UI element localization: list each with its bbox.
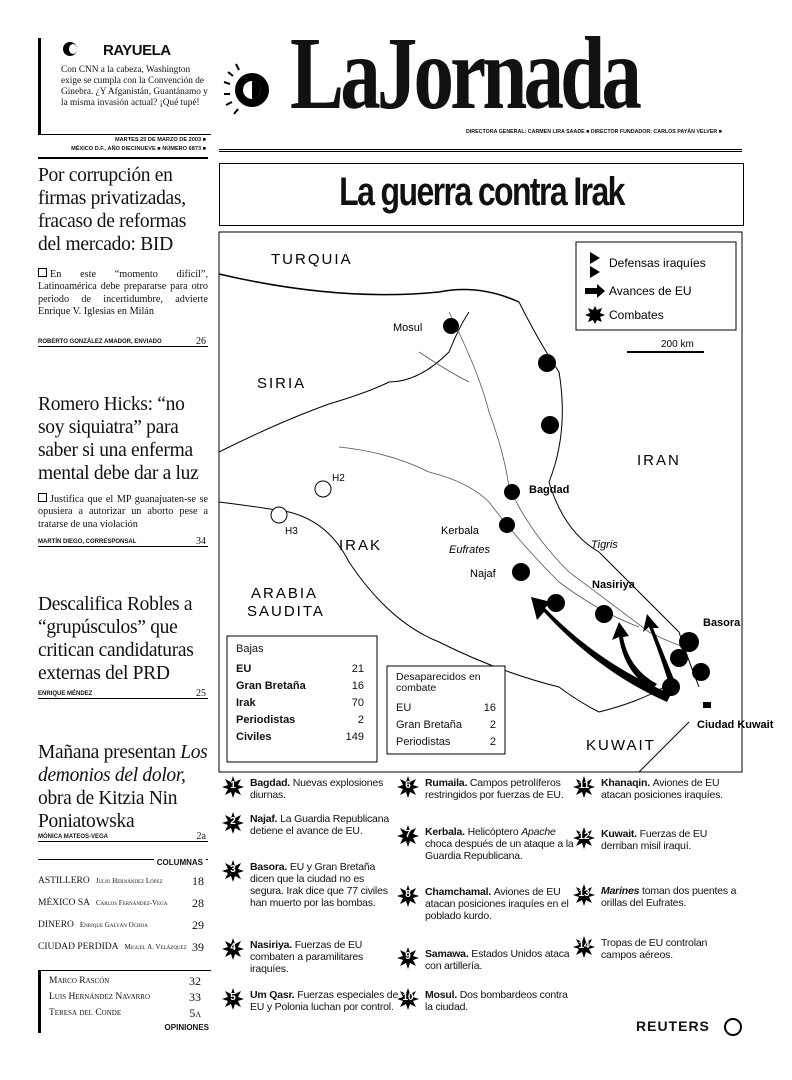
bullet-box <box>38 493 47 502</box>
bajas-title: Bajas <box>236 643 264 655</box>
event-item: Rumaila. Campos petrolíferos restringidos por fuerzas de EU. <box>425 777 564 801</box>
country-saudi-2: SAUDITA <box>247 603 325 620</box>
edition-line: MÉXICO D.F., AÑO DIECINUEVE ■ NÚMERO 6873 ■ <box>71 146 206 152</box>
event-marker-icon <box>397 885 419 907</box>
story-1-headline[interactable]: Por corrupción en firmas privatizadas, fracaso de reformas del mercado: BID <box>38 165 187 255</box>
place-mosul: Mosul <box>393 322 423 334</box>
legend-advances: Avances de EU <box>609 284 692 298</box>
place-najaf: Najaf <box>470 568 496 580</box>
event-number: 9 <box>405 951 411 962</box>
event-marker-icon <box>397 825 419 847</box>
legend-defenses: Defensas iraquíes <box>609 256 706 270</box>
event-item: Bagdad. Nuevas explosiones diurnas. <box>250 777 384 801</box>
event-marker-icon <box>222 938 244 960</box>
table-row: Periodistas 2 <box>236 714 364 726</box>
event-marker-icon <box>573 827 595 849</box>
masthead-logo[interactable]: LaJornada <box>290 16 639 131</box>
desaparecidos-table <box>396 672 496 751</box>
event-number: 5 <box>230 992 236 1003</box>
event-marker-icon <box>222 812 244 834</box>
country-syria: SIRIA <box>257 375 307 392</box>
event-item: Nasiriya. Fuerzas de EU combaten a paramilitares iraquíes. <box>250 939 364 975</box>
event-marker-icon <box>222 860 244 882</box>
table-row: Gran Bretaña 16 <box>236 680 364 692</box>
table-row: EU 21 <box>236 663 364 675</box>
event-number: 8 <box>405 889 411 900</box>
event-item: Najaf. La Guardia Republicana detiene el avance de EU. <box>250 813 389 837</box>
place-h2: H2 <box>332 473 345 484</box>
source-reuters: REUTERS <box>636 1018 710 1034</box>
country-saudi-1: ARABIA <box>251 585 319 602</box>
page-ref[interactable]: 34 <box>196 536 206 547</box>
event-item: Chamchamal. Aviones de EU atacan posiciones iraquíes en el poblado kurdo. <box>425 886 569 922</box>
event-item: Um Qasr. Fuerzas especiales de EU y Polonia luchan por control. <box>250 989 399 1013</box>
table-row: Irak 70 <box>236 697 364 709</box>
country-turkey: TURQUIA <box>271 251 353 268</box>
scale-label: 200 km <box>661 339 694 350</box>
story-3-headline[interactable]: Descalifica Robles a “grupúsculos” que critican candidaturas externas del PRD <box>38 594 194 684</box>
rayuela-box <box>38 38 211 135</box>
column-item[interactable]: ASTILLERO Julio Hernández López 18 <box>38 874 204 888</box>
moon-icon <box>63 42 77 56</box>
event-number: 13 <box>578 888 590 899</box>
story-2-headline[interactable]: Romero Hicks: “no soy siquiatra” para saber si una enferma mental debe dar a luz <box>38 394 199 484</box>
masthead-directors: DIRECTORA GENERAL: CARMEN LIRA SAADE ■ DIRECTOR FUNDADOR: CARLOS PAYÁN VELVER ■ <box>466 129 722 135</box>
event-item: Tropas de EU controlan campos aéreos. <box>601 937 708 961</box>
event-item: Samawa. Estados Unidos ataca con artillería. <box>425 948 570 972</box>
opiniones-header: OPINIONES <box>164 1023 209 1032</box>
country-iran: IRAN <box>637 452 681 469</box>
story-2-credit: MARTÍN DIEGO, CORRESPONSAL 34 <box>38 536 206 547</box>
event-number: 4 <box>230 942 236 953</box>
place-nasiriya: Nasiriya <box>592 579 635 591</box>
masthead-date <box>40 136 206 154</box>
place-h3: H3 <box>285 526 298 537</box>
legend-combats: Combates <box>609 308 664 322</box>
desaparecidos-rows <box>396 700 496 751</box>
main-title[interactable]: La guerra contra Irak <box>339 170 624 214</box>
rayuela-text: Con CNN a la cabeza, Washington exige se cumpla con la Convención de Ginebra. ¿Y Afganistán, Guantánamo y la misma invasión actual? ¡Qué tupé! <box>61 65 208 108</box>
event-item: Mosul. Dos bombardeos contra la ciudad. <box>425 989 568 1013</box>
column-item[interactable]: CIUDAD PERDIDA Miguel A. Velázquez 39 <box>38 940 204 954</box>
bajas-table <box>236 643 366 746</box>
event-number: 3 <box>230 864 236 875</box>
place-euphrates: Eufrates <box>449 544 490 556</box>
event-item: Khanaqin. Aviones de EU atacan posiciones iraquíes. <box>601 777 723 801</box>
bullet-box <box>38 268 47 277</box>
opiniones-box <box>38 970 211 1033</box>
event-number: 10 <box>402 992 414 1003</box>
event-number: 14 <box>578 940 590 951</box>
country-iraq: IRAK <box>339 537 383 554</box>
story-2-lede: Justifica que el MP guanajuaten-se se opusiera a autorizar un aborto pese a tratarse de una violación <box>38 494 208 530</box>
event-marker-icon <box>573 936 595 958</box>
table-row: Periodistas 2 <box>396 736 496 748</box>
event-item: Kuwait. Fuerzas de EU derriban misil iraquí. <box>601 828 708 852</box>
story-4-credit: MÓNICA MATEOS-VEGA 2a <box>38 831 206 842</box>
event-item: Marines toman dos puentes a orillas del Eufrates. <box>601 885 737 909</box>
story-4-headline[interactable]: Mañana presentan Los demonios del dolor, obra de Kitzia Nin Poniatowska <box>38 742 208 832</box>
logo-sun-icon <box>222 58 282 118</box>
country-kuwait: KUWAIT <box>586 737 656 754</box>
divider <box>38 157 208 159</box>
page-ref[interactable]: 25 <box>196 688 206 699</box>
event-number: 6 <box>405 780 411 791</box>
event-marker-icon <box>397 988 419 1010</box>
table-row: Civiles 149 <box>236 731 364 743</box>
reuters-icon <box>724 1018 742 1036</box>
opinion-item[interactable]: Marco Rascón 32 <box>49 974 201 988</box>
bajas-rows <box>236 661 364 746</box>
place-kuwait-city: Ciudad Kuwait <box>697 719 774 731</box>
page-ref[interactable]: 26 <box>196 336 206 347</box>
event-number: 1 <box>230 780 236 791</box>
event-marker-icon <box>573 884 595 906</box>
event-marker-icon <box>573 776 595 798</box>
date-line: MARTES 25 DE MARZO DE 2003 ■ <box>114 137 206 143</box>
event-number: 11 <box>578 780 590 791</box>
table-row: Gran Bretaña 2 <box>396 719 496 731</box>
event-marker-icon <box>222 988 244 1010</box>
event-number: 7 <box>405 829 411 840</box>
story-3-credit: ENRIQUE MÉNDEZ 25 <box>38 688 206 699</box>
event-number: 2 <box>230 816 236 827</box>
opinion-item[interactable]: Teresa del Conde 5a <box>49 1006 201 1020</box>
column-item[interactable]: DINERO Enrique Galván Ochoa 29 <box>38 918 204 932</box>
divider <box>219 149 742 152</box>
event-marker-icon <box>397 947 419 969</box>
place-tigris: Tigris <box>591 539 618 551</box>
event-marker-icon <box>222 776 244 798</box>
column-item[interactable]: MÉXICO SA Carlos Fernández-Vega 28 <box>38 896 204 910</box>
event-marker-icon <box>397 776 419 798</box>
columnas-header: COLUMNAS <box>38 859 208 860</box>
place-basora: Basora <box>703 617 741 629</box>
opinion-item[interactable]: Luis Hernández Navarro 33 <box>49 990 201 1004</box>
story-1-credit: ROBERTO GONZÁLEZ AMADOR, ENVIADO 26 <box>38 336 206 347</box>
story-1-lede: En este “momento difícil”, Latinoamérica debe prepararse para otro periodo de incertidumbre, advierte Enrique V. Iglesias en Milán <box>38 269 208 317</box>
event-number: 12 <box>578 831 590 842</box>
rayuela-title: RAYUELA <box>103 42 171 59</box>
event-item: Kerbala. Helicóptero Apache choca después de un ataque a la Guardia Republicana. <box>425 826 574 862</box>
place-baghdad: Bagdad <box>529 484 570 496</box>
desaparecidos-title: Desaparecidos en combate <box>396 671 481 694</box>
page-ref[interactable]: 2a <box>196 831 206 842</box>
event-item: Basora. EU y Gran Bretaña dicen que la ciudad no es segura. Irak dice que 77 civiles han muerto por las bombas. <box>250 861 388 909</box>
place-kerbala: Kerbala <box>441 525 479 537</box>
table-row: EU 16 <box>396 702 496 714</box>
